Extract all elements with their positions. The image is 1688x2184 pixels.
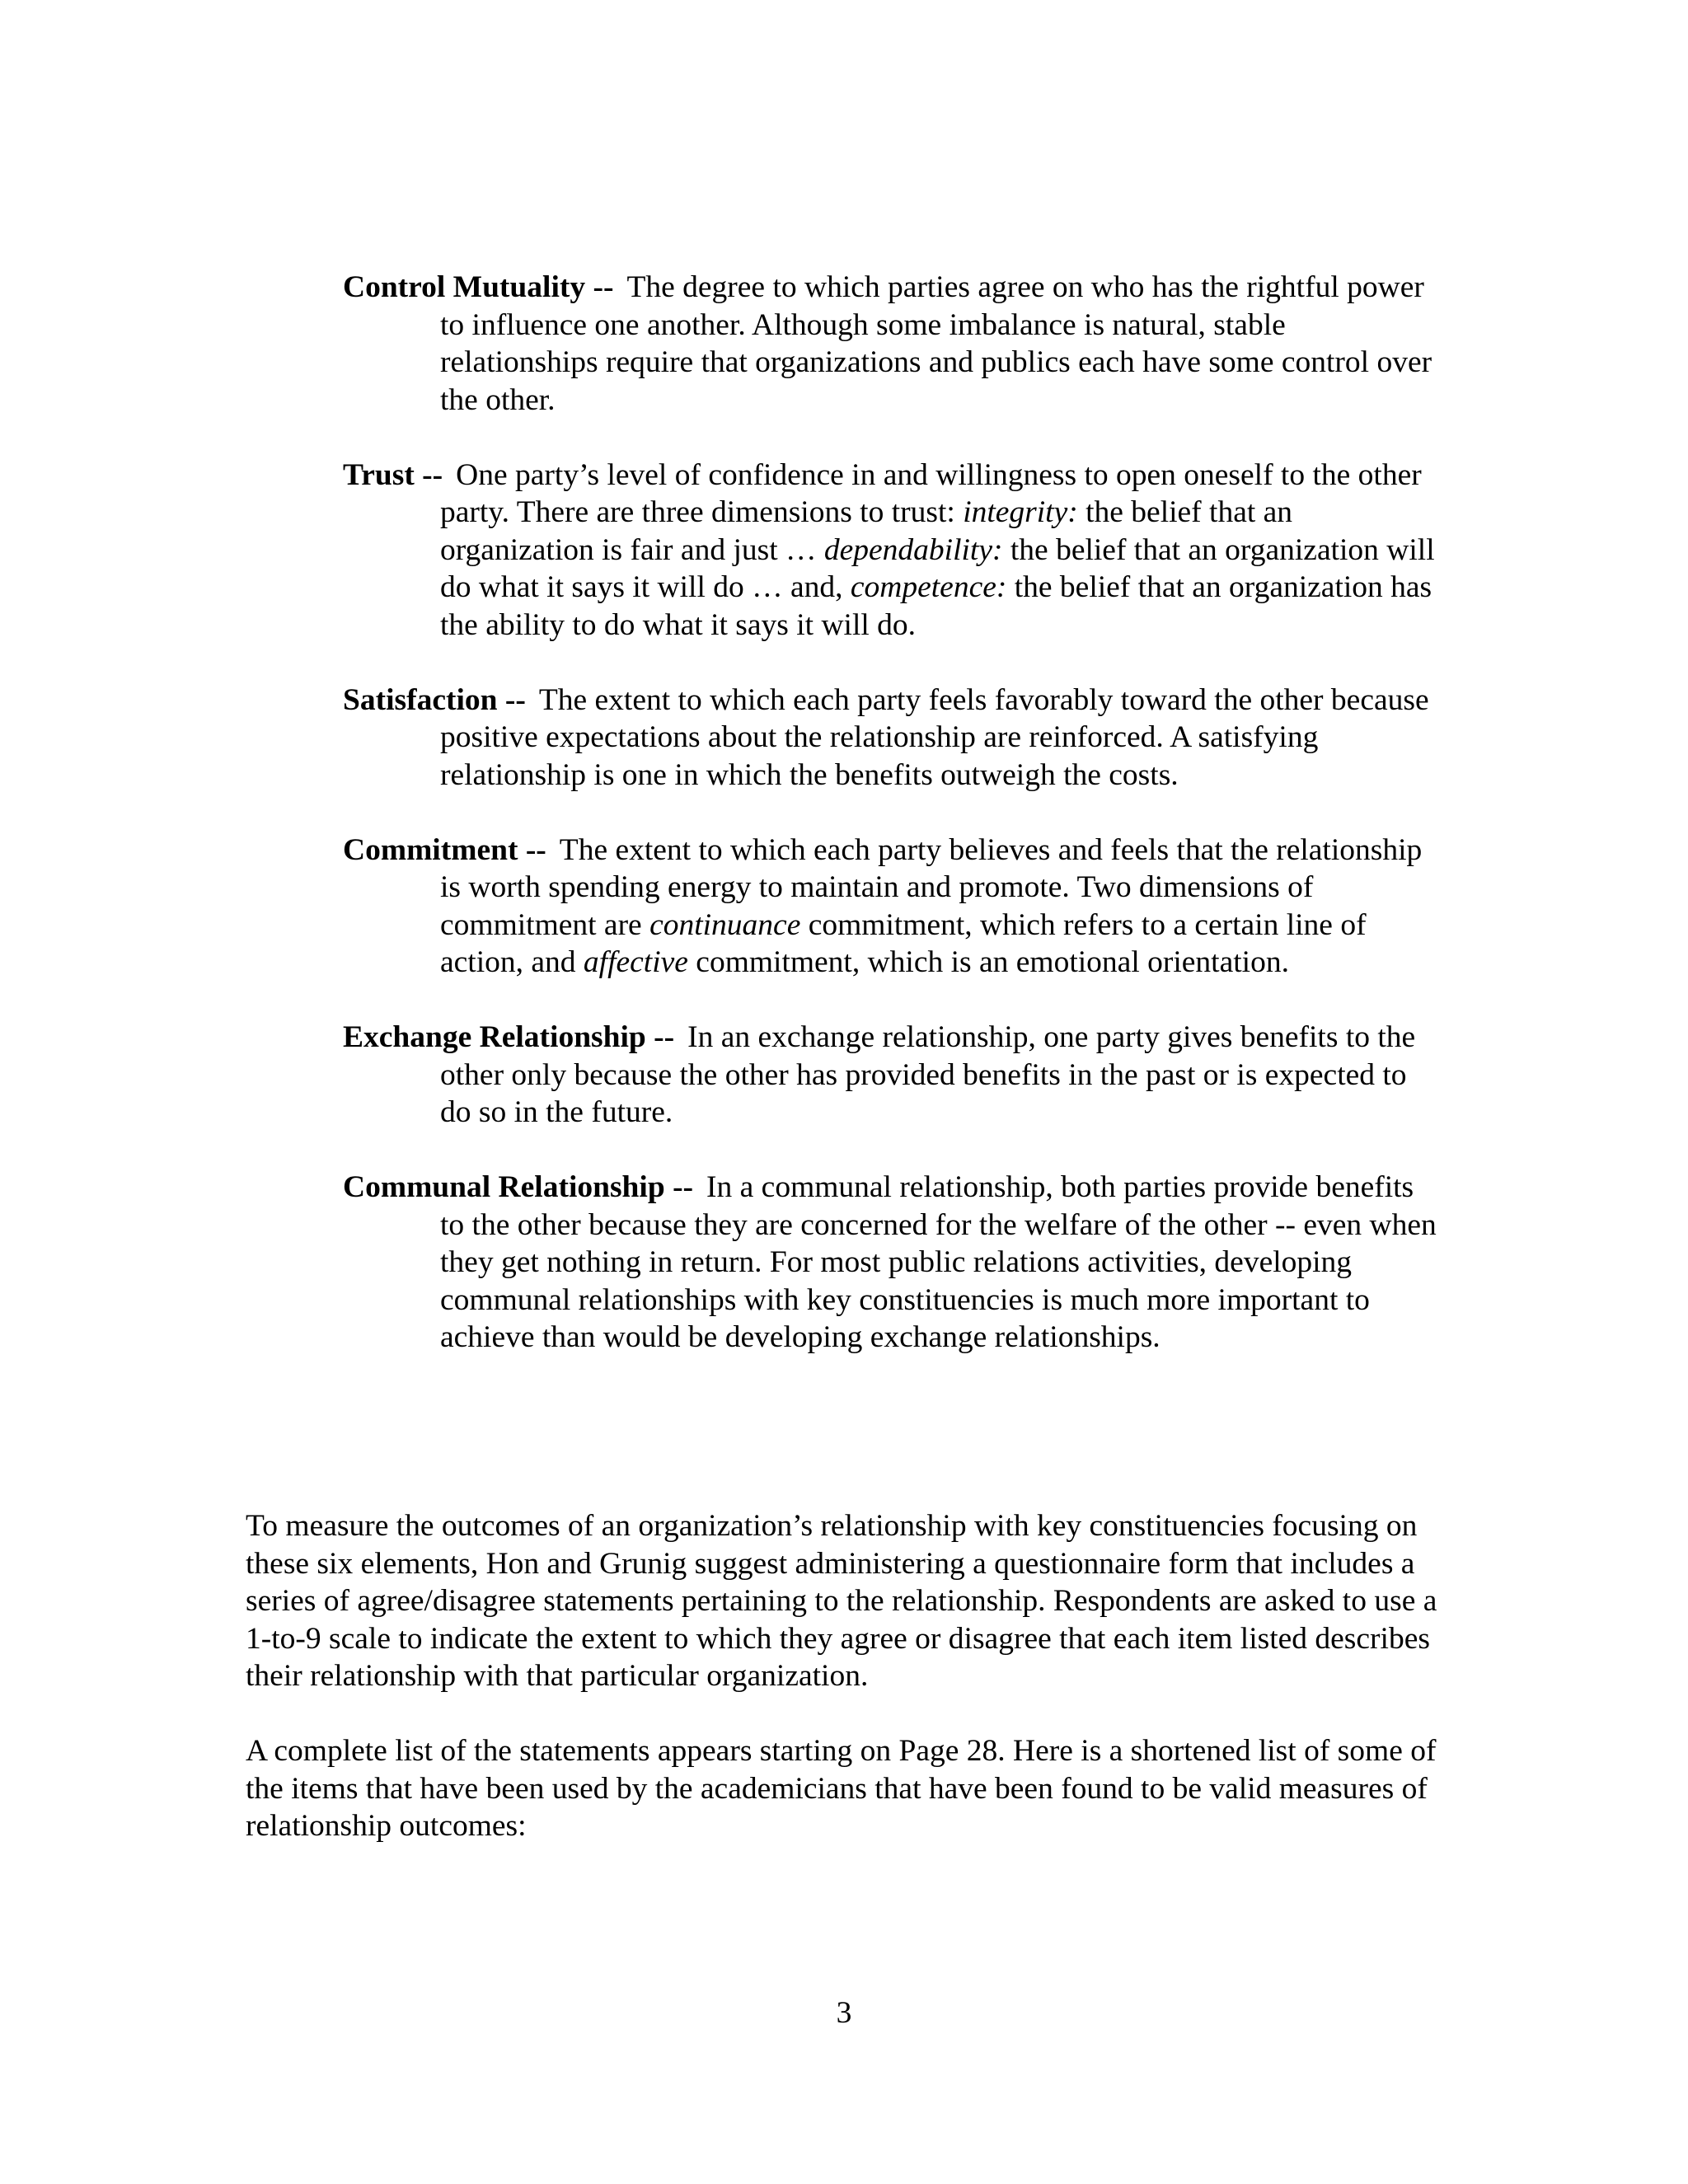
definition-text: the belief that an organization is fair and just …: [440, 495, 1293, 567]
definition-term: Commitment --: [343, 832, 546, 867]
definition-text: the belief that an organization has the ability to do what it says it will do.: [440, 570, 1432, 642]
definition-emphasis: continuance: [649, 907, 801, 942]
definition-text: The extent to which each party feels favorably toward the other because positive expectations about the relationship are reinforced. A satisfying relationship is one in which the benefits outweigh the costs.: [440, 682, 1429, 792]
definition-exchange-relationship: [343, 1019, 1439, 1132]
definition-term: Trust --: [343, 457, 443, 492]
definition-text: The extent to which each party believes and feels that the relationship is worth spending energy to maintain and promote. Two dimensions of commitment are: [440, 832, 1423, 942]
definition-emphasis: integrity:: [963, 495, 1078, 529]
definition-emphasis: affective: [583, 945, 688, 979]
definition-text: In an exchange relationship, one party gives benefits to the other only because the other has provided benefits in the past or is expected to do so in the future.: [440, 1020, 1416, 1129]
definition-trust: [343, 457, 1439, 644]
definitions-list: [343, 269, 1439, 1394]
definition-text: The degree to which parties agree on who has the rightful power to influence one another. Although some imbalance is natural, stable relationships require that organizations and publics each have some control over the other.: [440, 270, 1432, 417]
definition-text: the belief that an organization will do what it says it will do … and,: [440, 532, 1435, 604]
definition-text: One party’s level of confidence in and willingness to open oneself to the other party. There are three dimensions to trust:: [440, 457, 1422, 529]
definition-term: Control Mutuality --: [343, 270, 614, 304]
definition-satisfaction: [343, 682, 1439, 794]
definition-emphasis: dependability:: [823, 532, 1003, 567]
definition-communal-relationship: [343, 1169, 1439, 1357]
definition-text: commitment, which refers to a certain line of action, and: [440, 907, 1367, 979]
definition-term: Satisfaction --: [343, 682, 526, 717]
body-paragraph-statements-list: A complete list of the statements appears starting on Page 28. Here is a shortened list of some of the items that have been used by the academicians that have been found to be valid measures of relationship outcomes:: [246, 1734, 1437, 1843]
definition-emphasis: competence:: [850, 570, 1007, 604]
page-number: 3: [836, 1996, 852, 2030]
body-paragraph-measurement: To measure the outcomes of an organization’s relationship with key constituencies focusing on these six elements, Hon and Grunig suggest administering a questionnaire form that includes a series of agree/disagree statements pertaining to the relationship. Respondents are asked to use a 1-to-9 scale to indicate the extent to which they agree or disagree that each item listed describes their relationship with that particular organization.: [246, 1509, 1437, 1693]
definition-control-mutuality: [343, 269, 1439, 419]
definition-text: In a communal relationship, both parties provide benefits to the other because they are concerned for the welfare of the other -- even when they get nothing in return. For most public relations activities, developing communal relationships with key constituencies is much more important to achieve than would be developing exchange relationships.: [440, 1170, 1437, 1354]
definition-text: commitment, which is an emotional orientation.: [687, 945, 1289, 979]
definition-commitment: [343, 832, 1439, 982]
definition-term: Exchange Relationship --: [343, 1020, 675, 1054]
definition-term: Communal Relationship --: [343, 1170, 694, 1204]
